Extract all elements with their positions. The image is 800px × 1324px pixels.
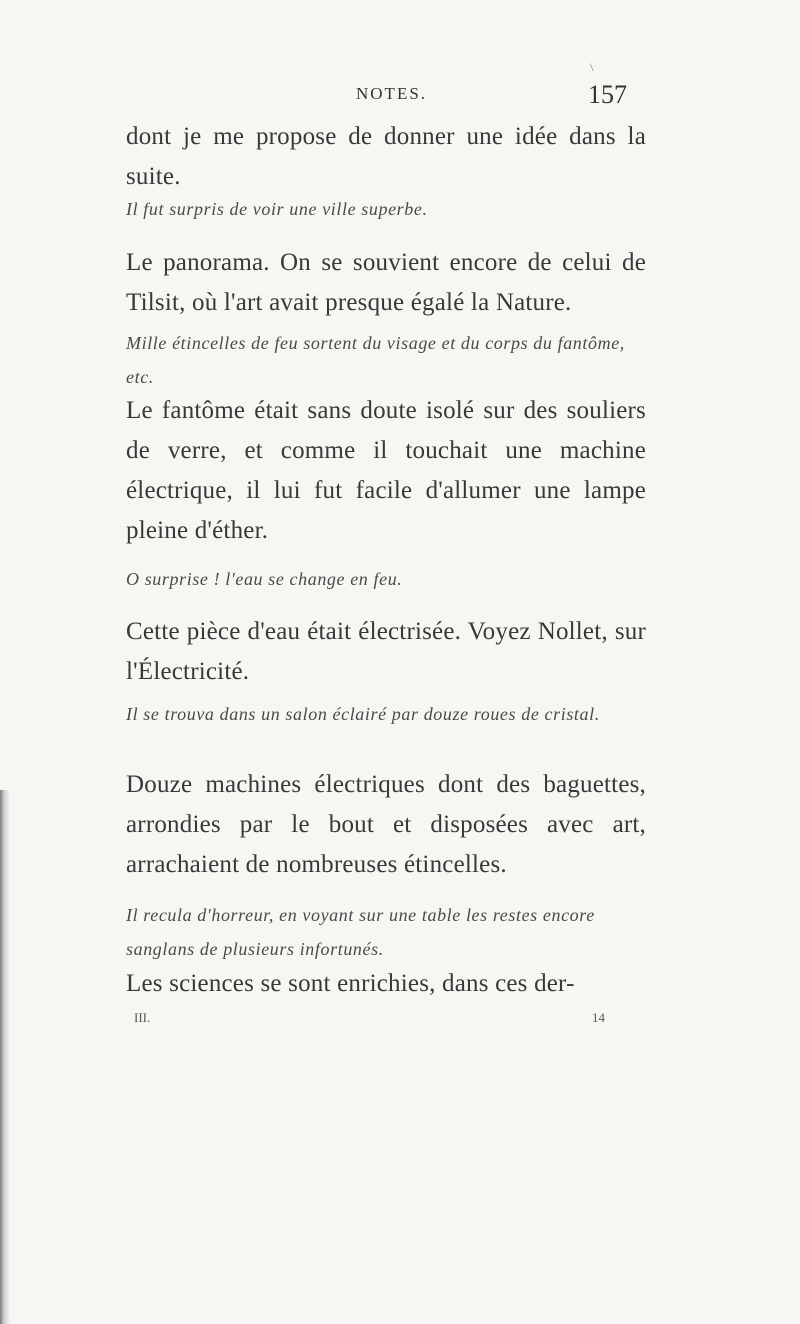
- paragraph-piece-eau: Cette pièce d'eau était électrisée. Voyez Nollet, sur l'Électricité.: [126, 618, 646, 685]
- paragraph-sciences: Les sciences se sont enrichies, dans ces der-: [126, 970, 575, 997]
- printer-mark: \: [590, 60, 594, 74]
- signature-mark-left: III.: [134, 1010, 151, 1025]
- quote-etincelles: Mille étincelles de feu sortent du visage et du corps du fantôme, etc.: [126, 333, 625, 387]
- signature-mark-right: 14: [592, 1010, 605, 1025]
- quote-ville-superbe: Il fut surpris de voir une ville superbe.: [126, 199, 428, 219]
- page-number: 157: [588, 80, 627, 109]
- paragraph-continuation: dont je me propose de donner une idée dans la suite.: [126, 123, 646, 190]
- paragraph-fantome: Le fantôme était sans doute isolé sur des souliers de verre, et comme il touchait une machine électrique, il lui fut facile d'allumer une lampe pleine d'éther.: [126, 397, 646, 544]
- binding-edge: [0, 790, 10, 1324]
- paragraph-machines: Douze machines électriques dont des baguettes, arrondies par le bout et disposées avec art, arrachaient de nombreuses étincelles.: [126, 771, 646, 878]
- quote-recula: Il recula d'horreur, en voyant sur une table les restes encore sanglans de plusieurs infortunés.: [126, 905, 595, 959]
- running-header: NOTES.: [356, 84, 428, 103]
- quote-surprise: O surprise ! l'eau se change en feu.: [126, 569, 403, 589]
- paragraph-panorama: Le panorama. On se souvient encore de celui de Tilsit, où l'art avait presque égalé la Nature.: [126, 249, 646, 316]
- quote-salon: Il se trouva dans un salon éclairé par douze roues de cristal.: [126, 704, 600, 724]
